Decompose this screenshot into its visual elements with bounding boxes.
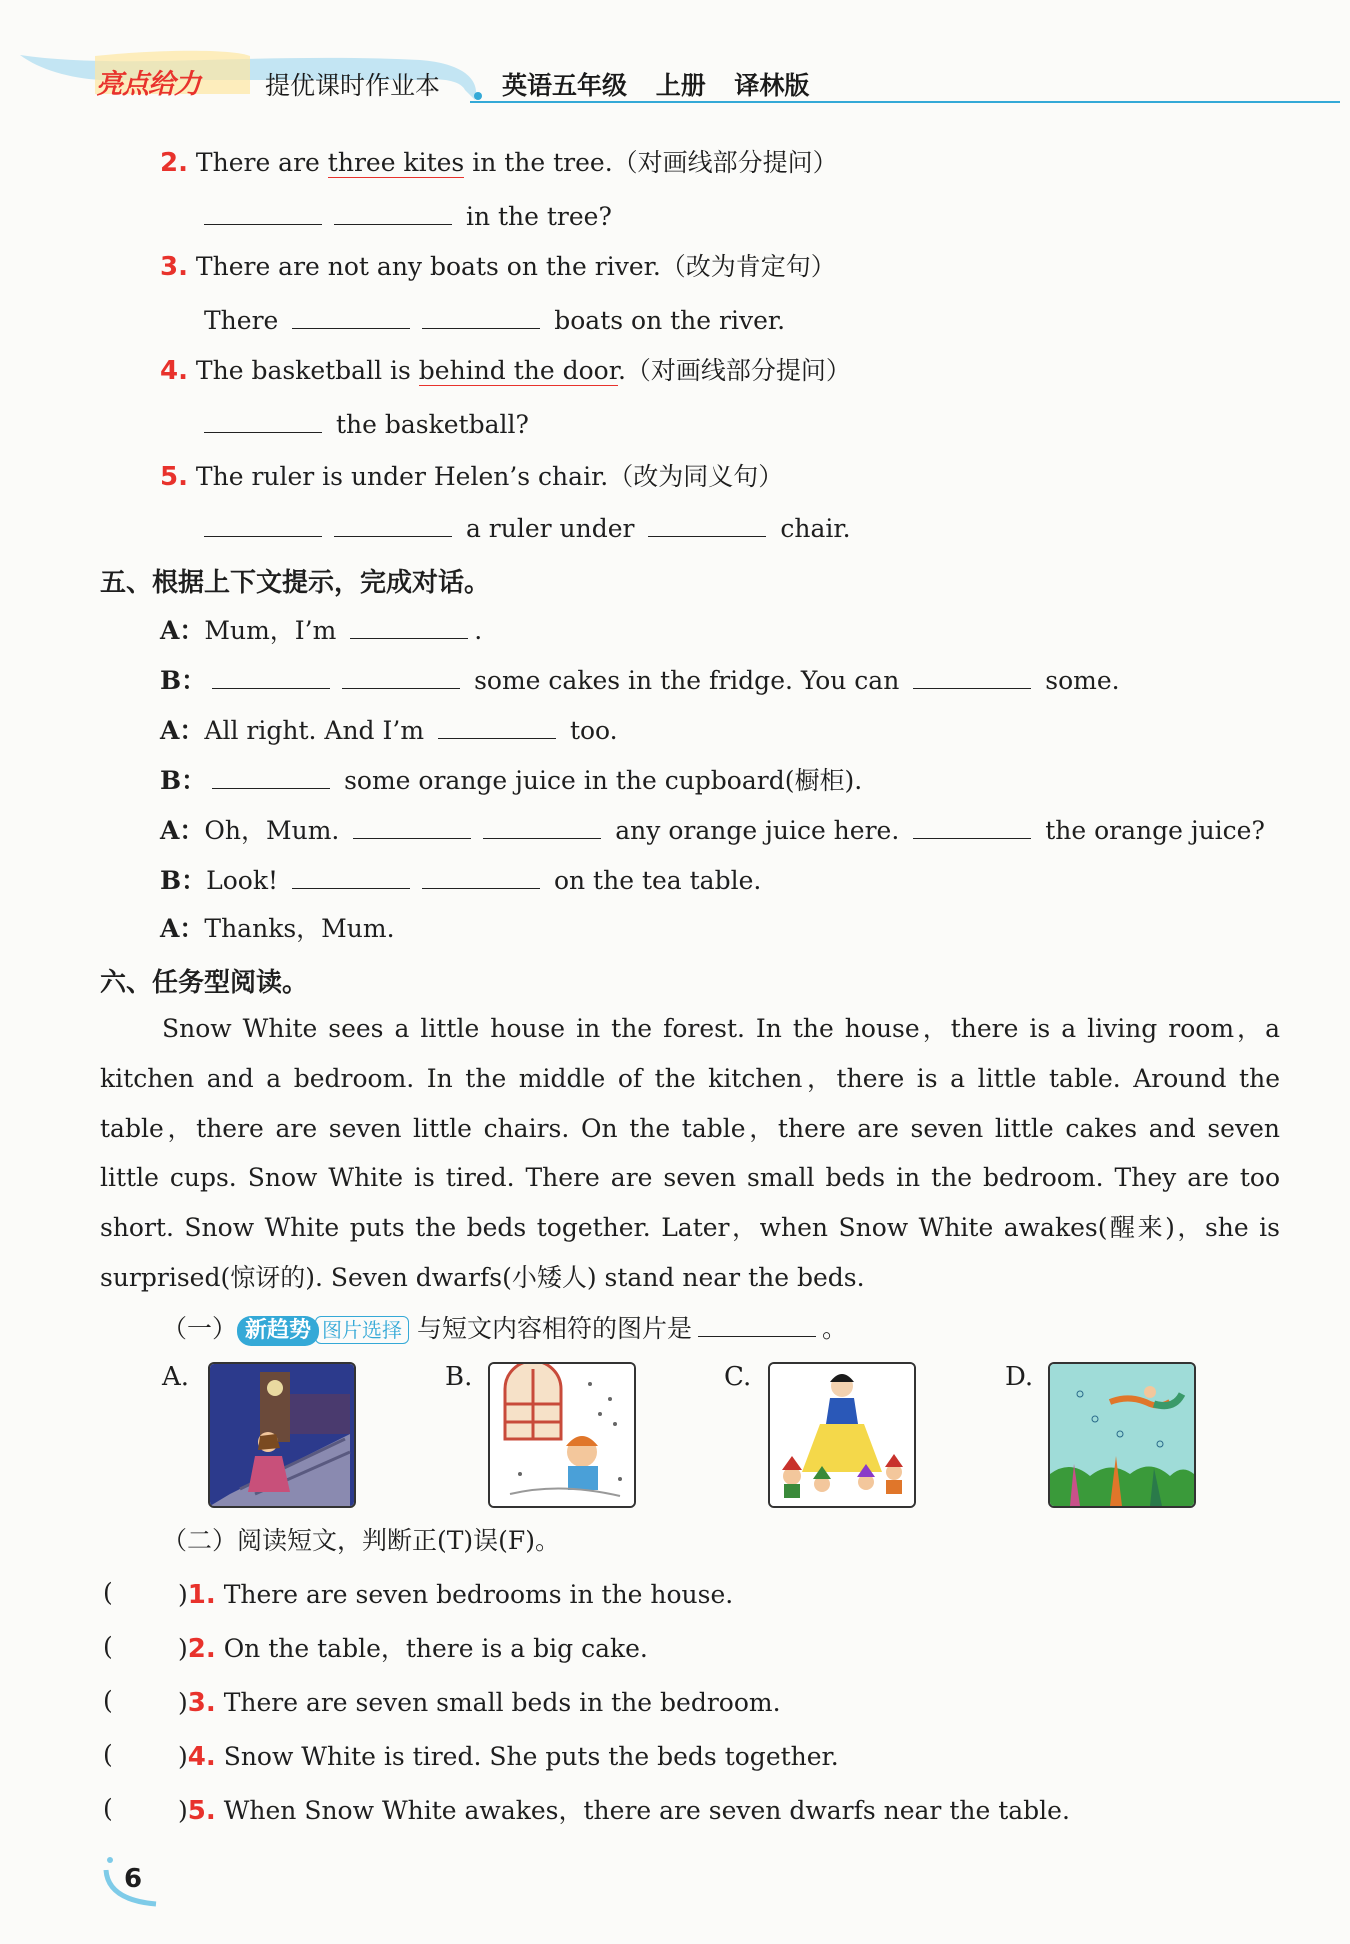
dialogue-line-7	[160, 912, 395, 946]
question-number: 2.	[187, 1634, 216, 1664]
speaker-label: A：	[160, 716, 205, 745]
trend-badge: 新趋势	[237, 1316, 319, 1346]
question-number: 5.	[187, 1796, 216, 1826]
dialogue-text: All right. And I’m	[204, 716, 425, 745]
tf-paren-5[interactable]: (	[103, 1794, 113, 1823]
dialogue-text: some.	[1045, 666, 1120, 695]
answer-blank[interactable]	[913, 662, 1031, 689]
answer-blank[interactable]	[438, 712, 556, 739]
tf-paren-2[interactable]: (	[103, 1632, 113, 1661]
question-text: .（对画线部分提问）	[617, 356, 851, 385]
question-number: 4.	[160, 356, 188, 386]
answer-blank[interactable]	[422, 302, 540, 329]
question-4	[160, 354, 851, 388]
underlined-phrase: three kites	[327, 148, 465, 177]
book-subtitle: 提优课时作业本	[265, 71, 441, 100]
answer-blank[interactable]	[292, 302, 410, 329]
part-2-prompt: （二）阅读短文，判断正(T)误(F)。	[162, 1526, 561, 1555]
question-number: 2.	[160, 148, 188, 178]
answer-blank[interactable]	[334, 510, 452, 537]
tf-paren-4[interactable]: (	[103, 1740, 113, 1769]
speaker-label: A：	[160, 914, 205, 943]
dialogue-text: Thanks，Mum.	[204, 914, 395, 943]
header-swoosh-icon	[0, 0, 1350, 120]
prompt-text: 与短文内容相符的图片是	[416, 1314, 692, 1343]
passage-text: Snow White sees a little house in the forest. In the house，there is a living room，a kitchen and a bedroom. In the middle of the kitchen，there is a little table. Around the table，there are seven little chairs. On the table，there are seven little cakes and seven little cups. Snow White is tired. There are seven small beds in the bedroom. They are too short. Snow White puts the beds together. Later，when Snow White awakes(醒来)，she is surprised(惊讶的). Seven dwarfs(小矮人) stand near the beds.	[100, 1014, 1280, 1292]
answer-blank[interactable]	[212, 762, 330, 789]
answer-line-3	[204, 302, 785, 338]
answer-text: the basketball?	[335, 410, 529, 439]
answer-text: a ruler under	[465, 514, 635, 543]
tf-statement: On the table，there is a big cake.	[223, 1634, 648, 1663]
question-2	[160, 146, 838, 180]
tf-statement: There are seven small beds in the bedroom.	[223, 1688, 781, 1717]
option-image-b[interactable]	[488, 1362, 636, 1508]
answer-text: There	[204, 306, 279, 335]
tf-item-3: )3. There are seven small beds in the bedroom.	[178, 1688, 781, 1718]
answer-blank[interactable]	[334, 198, 452, 225]
answer-blank[interactable]	[204, 406, 322, 433]
book-grade: 英语五年级 上册 译林版	[502, 71, 810, 100]
dialogue-line-6	[160, 862, 761, 898]
underwater-mermaid-icon	[1050, 1364, 1194, 1506]
answer-blank[interactable]	[292, 862, 410, 889]
option-image-c[interactable]	[768, 1362, 916, 1508]
tf-statement: When Snow White awakes，there are seven dwarfs near the table.	[223, 1796, 1070, 1825]
question-text: There are	[195, 148, 328, 177]
answer-text: chair.	[780, 514, 851, 543]
question-5	[160, 460, 783, 494]
tf-statement: Snow White is tired. She puts the beds together.	[223, 1742, 839, 1771]
question-number: 3.	[187, 1688, 216, 1718]
picture-choice-badge: 图片选择	[315, 1316, 409, 1344]
child-snow-icon	[490, 1364, 634, 1506]
answer-text: in the tree?	[465, 202, 612, 231]
question-text: There are not any boats on the river.（改为肯定句）	[195, 252, 836, 281]
answer-blank[interactable]	[204, 198, 322, 225]
option-label-c: C.	[724, 1362, 752, 1392]
tf-paren-1[interactable]: (	[103, 1578, 113, 1607]
dialogue-text: on the tea table.	[553, 866, 762, 895]
dialogue-line-3	[160, 712, 618, 748]
tf-item-1: )1. There are seven bedrooms in the house.	[178, 1580, 734, 1610]
speaker-label: A：	[160, 816, 205, 845]
question-text: The basketball is	[195, 356, 419, 385]
tf-item-2: )2. On the table，there is a big cake.	[178, 1634, 648, 1664]
dialogue-line-5	[160, 812, 1265, 848]
dialogue-text: any orange juice here.	[615, 816, 900, 845]
tf-statement: There are seven bedrooms in the house.	[223, 1580, 734, 1609]
speaker-label: B：	[160, 666, 207, 695]
castle-night-icon	[210, 1364, 354, 1506]
section-5-title: 五、根据上下文提示，完成对话。	[100, 568, 491, 598]
speaker-label: B：	[160, 866, 207, 895]
part-label: （一）	[162, 1314, 238, 1343]
dialogue-line-1	[160, 612, 482, 648]
prompt-text: 。	[822, 1314, 848, 1343]
answer-blank[interactable]	[422, 862, 540, 889]
answer-blank[interactable]	[353, 812, 471, 839]
tf-paren-3[interactable]: (	[103, 1686, 113, 1715]
answer-blank[interactable]	[204, 510, 322, 537]
answer-line-5	[198, 510, 851, 546]
snow-white-dwarfs-icon	[770, 1364, 914, 1506]
question-number: 1.	[187, 1580, 216, 1610]
speaker-label: A：	[160, 616, 205, 645]
dialogue-text: Oh，Mum.	[204, 816, 340, 845]
answer-line-2	[198, 198, 612, 234]
dialogue-line-2	[160, 662, 1120, 698]
tf-item-5: )5. When Snow White awakes，there are seven dwarfs near the table.	[178, 1796, 1070, 1826]
part-1-prompt	[162, 1310, 847, 1346]
option-label-b: B.	[445, 1362, 473, 1392]
question-text: The ruler is under Helen’s chair.（改为同义句）	[195, 462, 784, 491]
dialogue-text: too.	[569, 716, 618, 745]
answer-line-4	[198, 406, 529, 442]
dialogue-text: Look!	[206, 866, 279, 895]
dialogue-text: some orange juice in the cupboard(橱柜).	[344, 766, 863, 795]
question-number: 4.	[187, 1742, 216, 1772]
question-number: 3.	[160, 252, 188, 282]
answer-blank[interactable]	[342, 662, 460, 689]
answer-blank[interactable]	[648, 510, 766, 537]
dialogue-text: Mum，I’m	[204, 616, 337, 645]
question-3	[160, 250, 836, 284]
page-number: 6	[124, 1864, 143, 1894]
underlined-phrase: behind the door	[418, 356, 618, 385]
dialogue-text: the orange juice?	[1045, 816, 1265, 845]
option-image-a[interactable]	[208, 1362, 356, 1508]
dialogue-text: some cakes in the fridge. You can	[474, 666, 900, 695]
section-6-title: 六、任务型阅读。	[100, 968, 309, 998]
option-label-a: A.	[162, 1362, 190, 1392]
answer-blank[interactable]	[212, 662, 330, 689]
answer-text: boats on the river.	[554, 306, 786, 335]
page-header	[0, 0, 1350, 120]
tf-item-4: )4. Snow White is tired. She puts the beds together.	[178, 1742, 839, 1772]
answer-blank[interactable]	[698, 1310, 816, 1337]
reading-passage	[100, 1004, 1280, 1303]
dialogue-text: .	[474, 616, 483, 645]
dialogue-line-4	[160, 762, 862, 798]
option-image-d[interactable]	[1048, 1362, 1196, 1508]
brand-logo: 亮点给力	[96, 69, 200, 100]
question-number: 5.	[160, 462, 188, 492]
option-label-d: D.	[1005, 1362, 1034, 1392]
answer-blank[interactable]	[913, 812, 1031, 839]
answer-blank[interactable]	[350, 612, 468, 639]
question-text: in the tree.（对画线部分提问）	[464, 148, 838, 177]
answer-blank[interactable]	[483, 812, 601, 839]
speaker-label: B：	[160, 766, 207, 795]
